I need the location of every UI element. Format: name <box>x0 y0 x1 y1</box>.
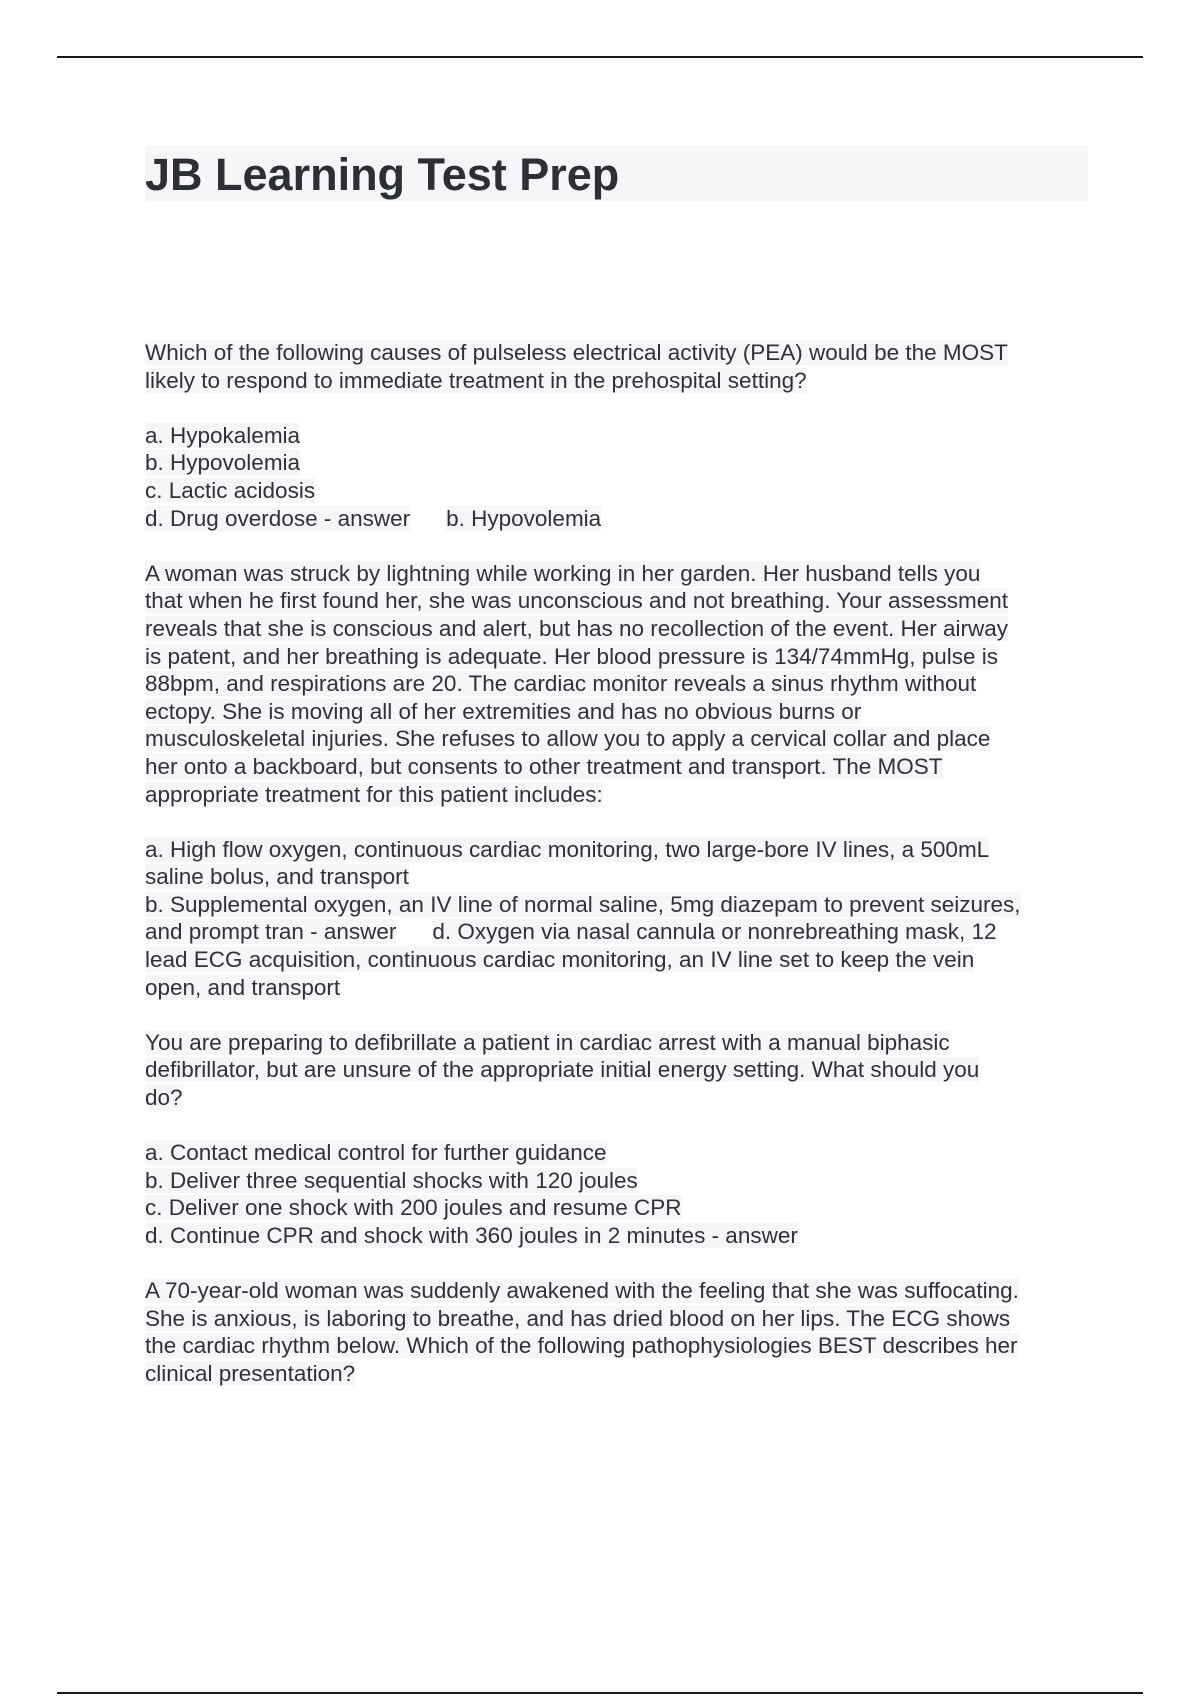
answer-option: a. Contact medical control for further guidance <box>145 1140 607 1166</box>
answer-key: b. Hypovolemia <box>446 505 602 531</box>
question-text-line: She is anxious, is laboring to breathe, and has dried blood on her lips. The ECG shows <box>145 1305 1011 1331</box>
question-text-line: Which of the following causes of pulseless electrical activity (PEA) would be the MOST <box>145 340 1008 365</box>
answer-option: a. Hypokalemia <box>145 422 301 448</box>
answer-option: c. Deliver one shock with 200 joules and resume CPR <box>145 1195 682 1221</box>
question-text-line: A 70-year-old woman was suddenly awakened with the feeling that she was suffocating. <box>145 1278 1019 1304</box>
question-text-line: reveals that she is conscious and alert, but has no recollection of the event. Her airway <box>145 615 1008 641</box>
question-text-line: 88bpm, and respirations are 20. The cardiac monitor reveals a sinus rhythm without <box>145 671 977 697</box>
question-text-line: defibrillator, but are unsure of the appropriate initial energy setting. What should you <box>145 1057 980 1083</box>
question-text-line: appropriate treatment for this patient includes: <box>145 781 603 807</box>
question-text-line: musculoskeletal injuries. She refuses to allow you to apply a cervical collar and place <box>145 726 991 752</box>
answer-option: lead ECG acquisition, continuous cardiac monitoring, an IV line set to keep the vein <box>145 947 975 973</box>
question-text-line: ectopy. She is moving all of her extremities and has no obvious burns or <box>145 698 862 724</box>
question-text-line: her onto a backboard, but consents to other treatment and transport. The MOST <box>145 753 943 779</box>
answer-option: and prompt tran - answer <box>145 919 397 945</box>
answer-option: b. Supplemental oxygen, an IV line of normal saline, 5mg diazepam to prevent seizures, <box>145 891 1021 917</box>
question-3 <box>145 1029 1095 1250</box>
question-text-line: that when he first found her, she was unconscious and not breathing. Your assessment <box>145 588 1009 614</box>
answer-option: c. Lactic acidosis <box>145 477 316 503</box>
answer-option: a. High flow oxygen, continuous cardiac monitoring, two large-bore IV lines, a 500mL <box>145 836 990 862</box>
answer-option: d. Continue CPR and shock with 360 joules in 2 minutes - answer <box>145 1223 798 1248</box>
question-1 <box>145 339 1095 532</box>
question-2 <box>145 560 1095 1002</box>
answer-option: d. Drug overdose - answer <box>145 505 411 531</box>
answer-option: b. Hypovolemia <box>145 450 301 476</box>
question-text-line: the cardiac rhythm below. Which of the following pathophysiologies BEST describes her <box>145 1333 1018 1359</box>
question-text-line: likely to respond to immediate treatment in the prehospital setting? <box>145 367 807 393</box>
top-rule <box>57 56 1143 58</box>
question-text-line: You are preparing to defibrillate a patient in cardiac arrest with a manual biphasic <box>145 1029 950 1055</box>
bottom-rule <box>57 1692 1143 1694</box>
question-text-line: is patent, and her breathing is adequate. Her blood pressure is 134/74mmHg, pulse is <box>145 643 999 669</box>
document-title: JB Learning Test Prep <box>145 149 620 200</box>
answer-option: b. Deliver three sequential shocks with 120 joules <box>145 1167 638 1193</box>
question-text-line: do? <box>145 1085 183 1111</box>
document-body <box>145 339 1095 1388</box>
question-4 <box>145 1277 1095 1387</box>
question-text-line: clinical presentation? <box>145 1360 356 1386</box>
question-text-line: A woman was struck by lightning while working in her garden. Her husband tells you <box>145 560 981 586</box>
answer-option: saline bolus, and transport <box>145 864 409 890</box>
answer-key: d. Oxygen via nasal cannula or nonrebreathing mask, 12 <box>432 919 997 945</box>
answer-option: open, and transport <box>145 974 341 1000</box>
